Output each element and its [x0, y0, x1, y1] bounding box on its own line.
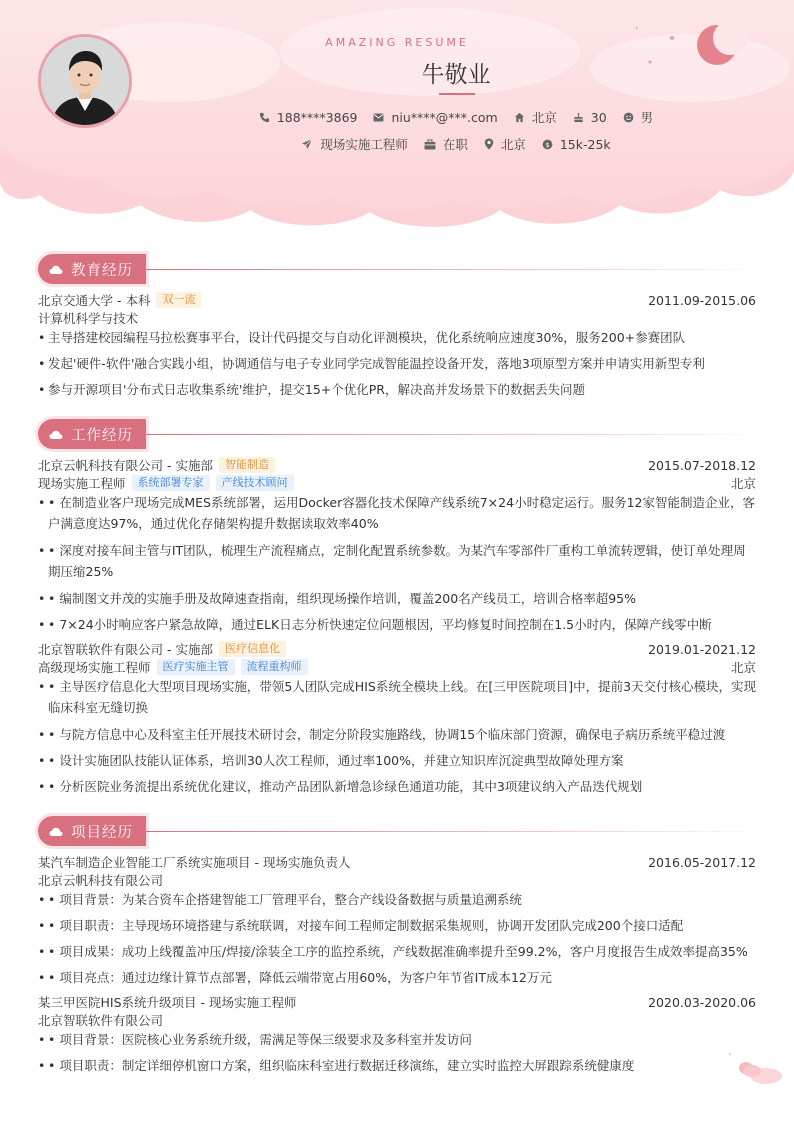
role-tag: 系统部署专家: [132, 475, 210, 491]
job-role: 现场实施工程师: [38, 476, 126, 491]
gender-item: [623, 108, 654, 126]
cloud-icon: [49, 265, 63, 274]
candidate-name: 牛敬业: [421, 62, 491, 88]
education-bullet: • 发起'硬件-软件'融合实践小组，协调通信与电子专业同学完成智能温控设备开发，落地3项原型方案并申请实用新型专利: [38, 353, 758, 374]
project-title: 项目经历: [71, 824, 133, 841]
education-section-header: [38, 254, 758, 284]
education-period: 2011.09-2015.06: [648, 292, 756, 308]
major-row: [38, 309, 756, 327]
location-item: [514, 108, 557, 126]
target-city-text: 北京: [500, 137, 526, 152]
education-row: [38, 291, 756, 309]
project-name: 某汽车制造企业智能工厂系统实施项目 - 现场实施负责人: [38, 855, 351, 870]
position-item: [301, 135, 408, 153]
project-company: 北京云帆科技有限公司: [38, 873, 164, 888]
age-text: 30: [590, 109, 607, 125]
job-role-row: [38, 658, 756, 676]
status-text: 在职: [442, 137, 468, 152]
job-bullet: • • 主导医疗信息化大型项目现场实施，带领5人团队完成HIS系统全模块上线。在[三甲医院项目]中，提前3天交付核心模块，实现临床科室无缝切换: [38, 676, 758, 718]
location-text: 北京: [531, 110, 557, 125]
role-tag: 流程重构师: [241, 659, 308, 675]
project-name-row: [38, 853, 756, 871]
job-role-row: [38, 474, 756, 492]
job-role: 高级现场实施工程师: [38, 660, 151, 675]
project-bullet: • • 项目亮点：通过边缘计算节点部署，降低云端带宽占用60%，为客户年节省IT成本12万元: [38, 967, 758, 988]
contact-row: [0, 108, 794, 126]
phone-item: [259, 110, 358, 125]
name-underline: [439, 93, 475, 95]
send-icon: [301, 138, 313, 150]
project-section-header: [38, 816, 758, 846]
tagline: AMAZING RESUME: [325, 36, 469, 49]
job-bullet: • • 编制图文并茂的实施手册及故障速查指南，组织现场操作培训，覆盖200名产线员工，培训合格率超95%: [38, 588, 758, 609]
smile-icon: [623, 112, 634, 123]
job-bullet: • • 深度对接车间主管与IT团队，梳理生产流程痛点，定制化配置系统参数。为某汽车零部件厂重构工单流转逻辑，使订单处理周期压缩25%: [38, 540, 758, 582]
job-city: 北京: [730, 476, 756, 491]
project-company: 北京智联软件有限公司: [38, 1013, 164, 1028]
work-pill: [38, 419, 146, 449]
project-bullet: • • 项目成果：成功上线覆盖冲压/焊接/涂装全工序的监控系统，产线数据准确率提升至99.2%，客户月度报告生成效率提高35%: [38, 941, 758, 962]
phone-icon: [259, 112, 270, 123]
age-item: [573, 110, 607, 125]
gender-text: 男: [640, 110, 654, 125]
job-company-row: [38, 456, 756, 474]
project-company-row: [38, 871, 756, 889]
education-pill: [38, 254, 146, 284]
email-text: niu****@***.com: [391, 109, 498, 125]
project-name-row: [38, 993, 756, 1011]
resume-header: [0, 0, 794, 232]
job-bullet: • • 设计实施团队技能认证体系，培训30人次工程师，通过率100%，并建立知识库沉淀典型故障处理方案: [38, 750, 758, 771]
home-icon: [514, 112, 525, 123]
work-section-header: [38, 419, 758, 449]
job-period: 2015.07-2018.12: [648, 457, 756, 473]
cloud-icon: [49, 827, 63, 836]
work-title: 工作经历: [71, 427, 133, 444]
decorative-cloud: [726, 1052, 786, 1086]
project-bullet: • • 项目职责：主导现场环境搭建与系统联调，对接车间工程师定制数据采集规则，协调开发团队完成200个接口适配: [38, 915, 758, 936]
project-pill: [38, 816, 146, 846]
role-tag: 医疗实施主管: [157, 659, 235, 675]
education-bullet: • 主导搭建校园编程马拉松赛事平台，设计代码提交与自动化评测模块，优化系统响应速度30%，服务200+参赛团队: [38, 327, 758, 348]
target-city-item: [484, 135, 526, 153]
position-text: 现场实施工程师: [320, 137, 408, 152]
job-bullet: • • 分析医院业务流提出系统优化建议，推动产品团队新增急诊绿色通道功能，其中3项建议纳入产品迭代规划: [38, 776, 758, 797]
job-company-row: [38, 640, 756, 658]
job-period: 2019.01-2021.12: [648, 641, 756, 657]
major: 计算机科学与技术: [38, 311, 139, 326]
briefcase-icon: [424, 139, 436, 150]
svg-text:$: $: [545, 140, 550, 149]
company-name: 北京云帆科技有限公司 - 实施部: [38, 458, 213, 473]
education-title: 教育经历: [71, 262, 133, 279]
role-tag: 产线技术顾问: [216, 475, 294, 491]
project-name: 某三甲医院HIS系统升级项目 - 现场实施工程师: [38, 995, 297, 1010]
industry-tag: 医疗信息化: [219, 641, 286, 657]
project-divider: [146, 831, 746, 832]
work-divider: [146, 434, 746, 435]
salary-item: [542, 137, 611, 152]
project-company-row: [38, 1011, 756, 1029]
job-bullet: • • 7×24小时响应客户紧急故障，通过ELK日志分析快速定位问题根因，平均修复时间控制在1.5小时内，保障产线零中断: [38, 614, 758, 635]
project-period: 2020.03-2020.06: [648, 994, 756, 1010]
salary-text: 15k-25k: [559, 136, 611, 152]
job-bullet: • • 与院方信息中心及科室主任开展技术研讨会，制定分阶段实施路线，协调15个临床部门资源，确保电子病历系统平稳过渡: [38, 724, 758, 745]
project-bullet: • • 项目背景：为某合资车企搭建智能工厂管理平台，整合产线设备数据与质量追溯系统: [38, 889, 758, 910]
project-bullet: • • 项目职责：制定详细停机窗口方案，组织临床科室进行数据迁移演练，建立实时监控大屏跟踪系统健康度: [38, 1055, 758, 1076]
email-item: [373, 110, 497, 125]
job-bullet: • • 在制造业客户现场完成MES系统部署，运用Docker容器化技术保障产线系统7×24小时稳定运行。服务12家智能制造企业，客户满意度达97%，通过优化存储架构提升数据读取效率40%: [38, 492, 758, 534]
school-tag: 双一流: [156, 292, 201, 308]
job-intent-row: [0, 135, 794, 153]
cake-icon: [573, 112, 584, 123]
mail-icon: [373, 113, 384, 122]
industry-tag: 智能制造: [219, 457, 275, 473]
project-period: 2016.05-2017.12: [648, 854, 756, 870]
project-bullet: • • 项目背景：医院核心业务系统升级，需满足等保三级要求及多科室并发访问: [38, 1029, 758, 1050]
coin-icon: [542, 139, 553, 150]
phone-text: 188****3869: [276, 109, 358, 125]
status-item: [424, 135, 468, 153]
education-bullet: • 参与开源项目'分布式日志收集系统'维护，提交15+个优化PR，解决高并发场景下的数据丢失问题: [38, 379, 758, 400]
cloud-icon: [49, 430, 63, 439]
school-name: 北京交通大学 - 本科: [38, 293, 151, 308]
education-divider: [146, 269, 746, 270]
job-city: 北京: [730, 660, 756, 675]
company-name: 北京智联软件有限公司 - 实施部: [38, 642, 213, 657]
pin-icon: [484, 138, 494, 150]
